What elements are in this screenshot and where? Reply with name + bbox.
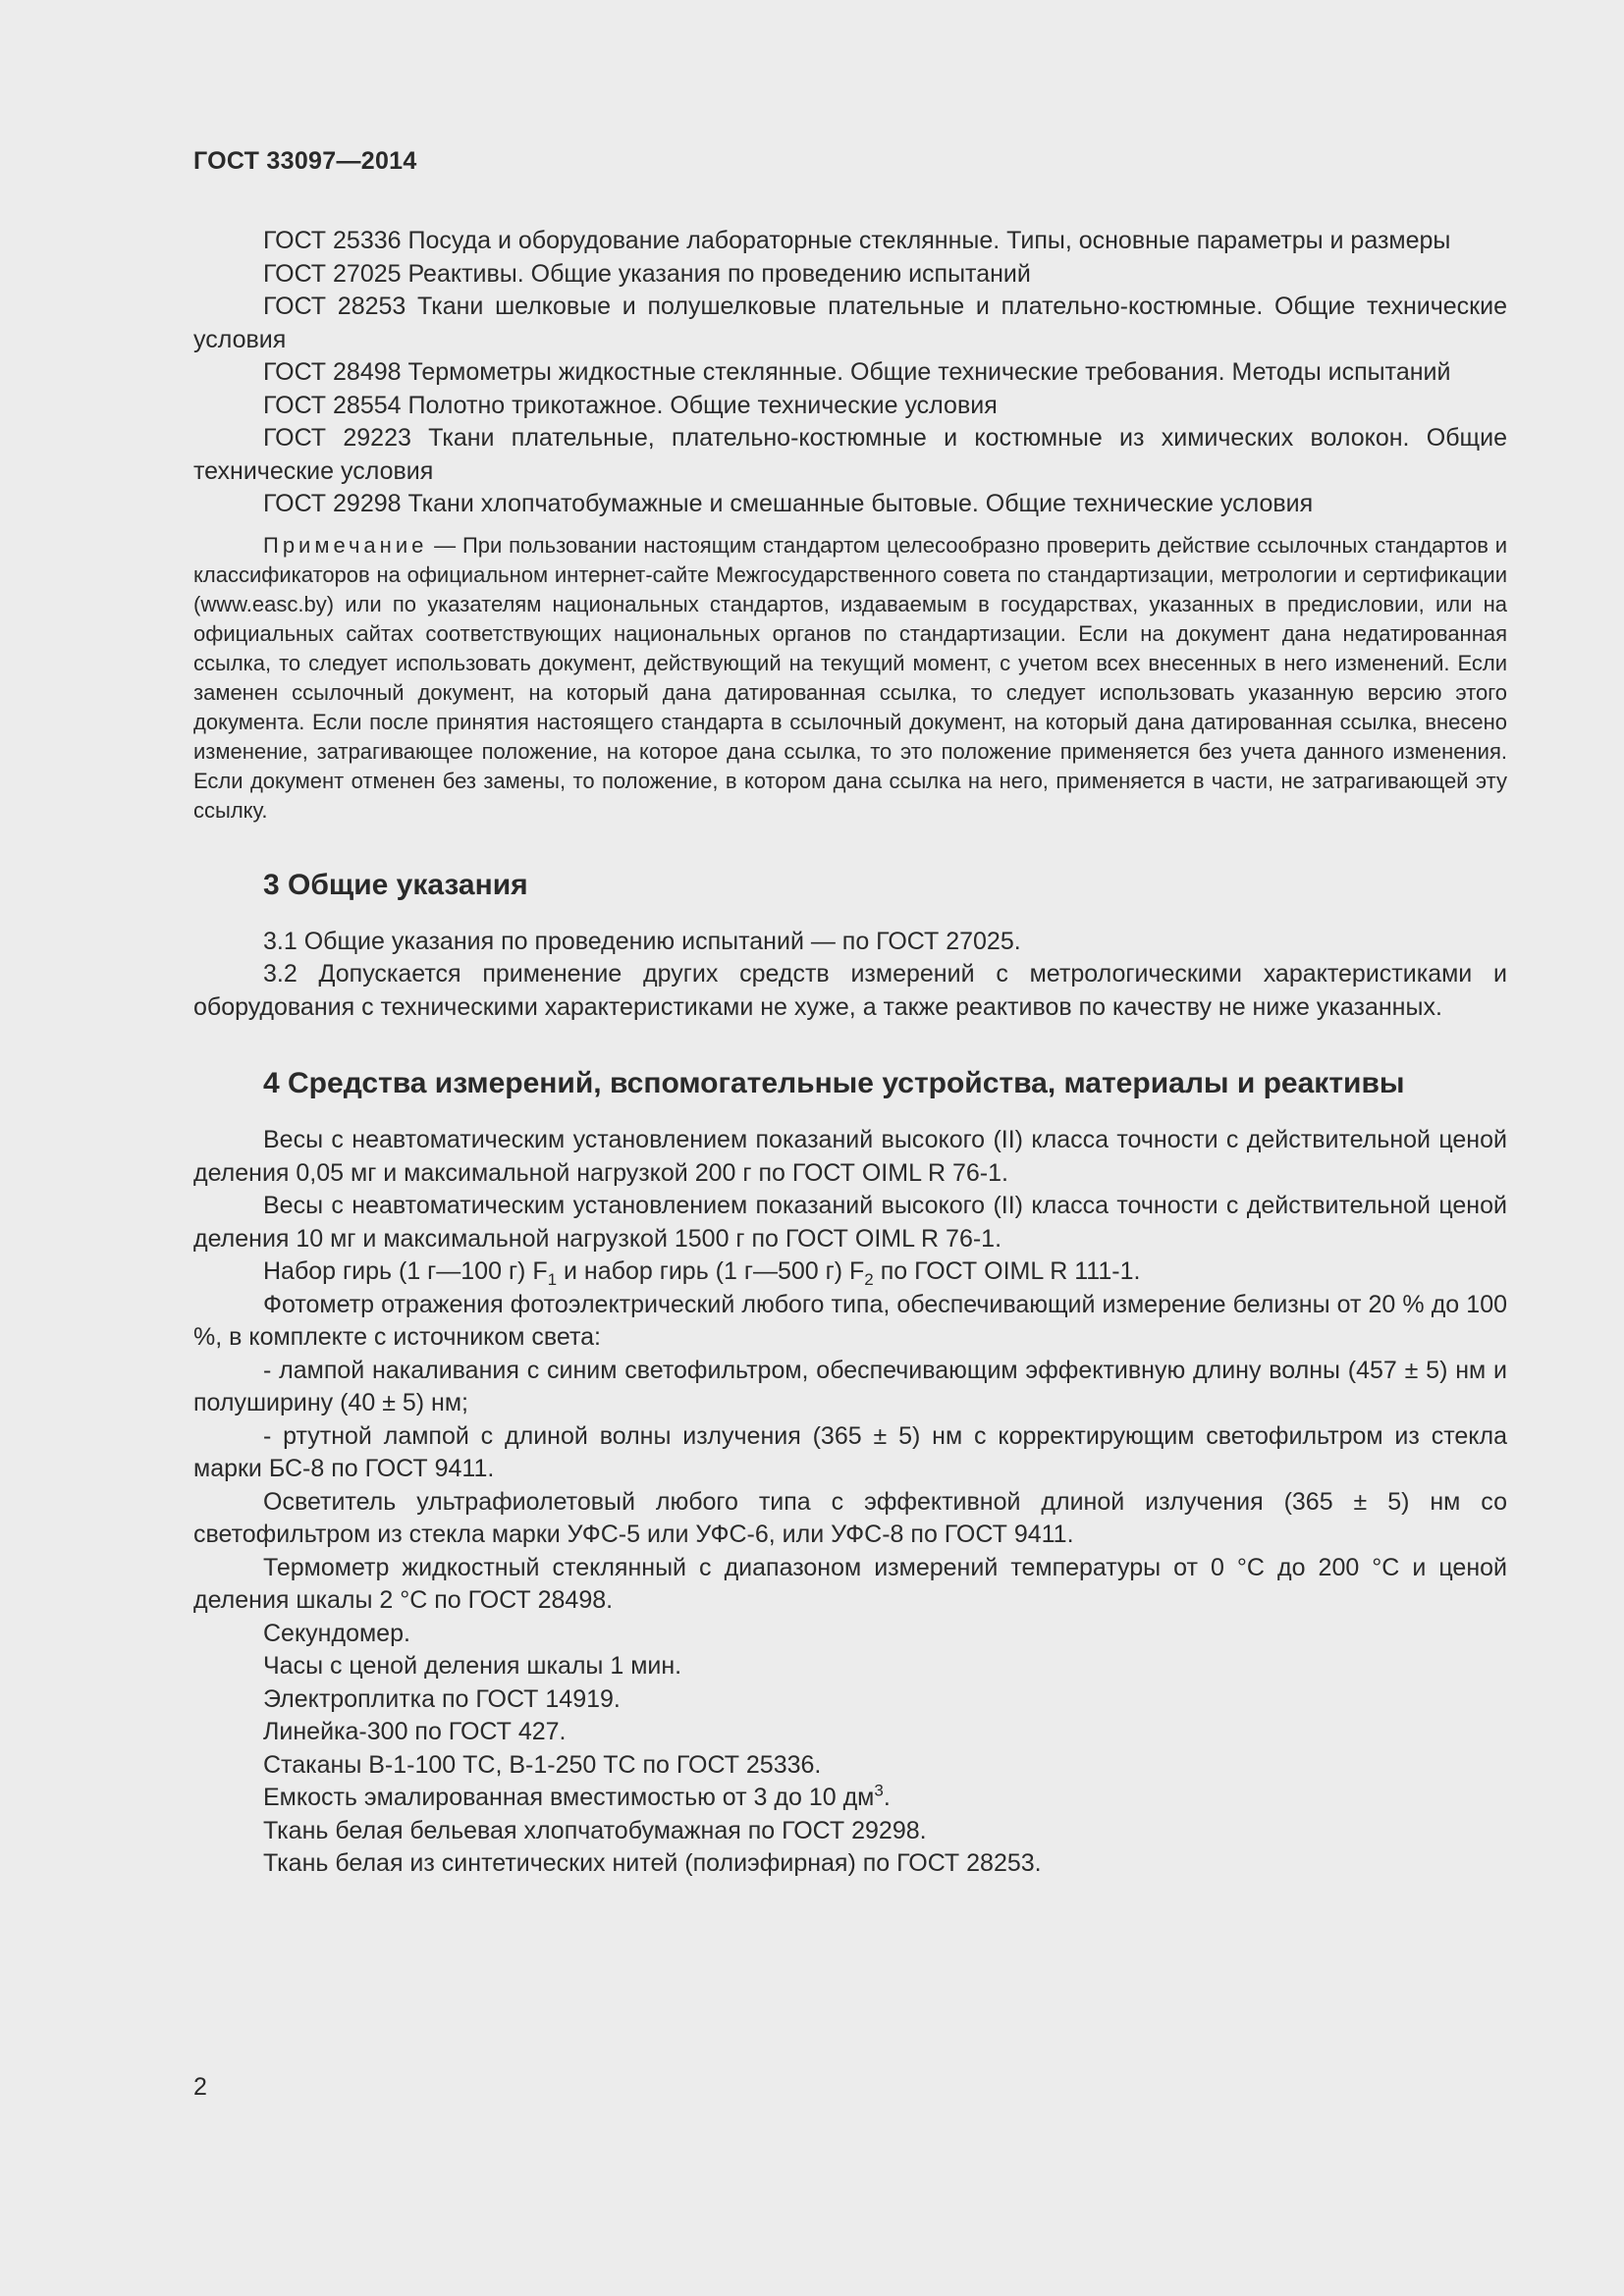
section-3-clause-2: 3.2 Допускается применение других средств измерений с метрологическими характеристиками и оборудования с техническими характеристиками не хуже, а также реактивов по качеству не ниже указанных. — [193, 960, 1507, 1021]
reference-item: ГОСТ 28498 Термометры жидкостные стеклянные. Общие технические требования. Методы испытаний — [263, 358, 1451, 386]
section-3-title: 3 Общие указания — [263, 868, 528, 901]
vessel-text: Емкость эмалированная вместимостью от 3 до 10 дм — [263, 1784, 875, 1811]
material-item-cotton: Ткань белая бельевая хлопчатобумажная по ГОСТ 29298. — [263, 1816, 927, 1844]
equipment-item-weights — [193, 1255, 1507, 1289]
weights-class-1: 1 — [547, 1270, 558, 1289]
equipment-item-thermometer: Термометр жидкостный стеклянный с диапазоном измерений температуры от 0 °С до 200 °С и ценой деления шкалы 2 °С по ГОСТ 28498. — [193, 1553, 1507, 1614]
vessel-text: . — [883, 1784, 891, 1811]
equipment-item-stopwatch: Секундомер. — [263, 1619, 410, 1647]
material-item-synthetic: Ткань белая из синтетических нитей (полиэфирная) по ГОСТ 28253. — [263, 1849, 1042, 1877]
equipment-item-clock: Часы с ценой деления шкалы 1 мин. — [263, 1652, 682, 1680]
equipment-item-scales-2: Весы с неавтоматическим установлением показаний высокого (II) класса точности с действительной ценой деления 10 мг и максимальной нагрузкой 1500 г по ГОСТ OIML R 76-1. — [193, 1192, 1507, 1253]
equipment-item-lamp-2: - ртутной лампой с длиной волны излучения (365 ± 5) нм с корректирующим светофильтром из стекла марки БС-8 по ГОСТ 9411. — [193, 1421, 1507, 1482]
note — [193, 531, 1507, 826]
equipment-item-ruler: Линейка-300 по ГОСТ 427. — [263, 1718, 567, 1745]
note-text: — При пользовании настоящим стандартом целесообразно проверить действие ссылочных стандартов и классификаторов на официальном интернет-сайте Межгосударственного совета по стандартизации, метрологии и сертификации (www.easc.by) или по указателям национальных стандартов, издаваемым в государствах, указанных в предисловии, или на официальных сайтах соответствующих национальных органов по стандартизации. Если на документ дана недатированная ссылка, то следует использовать документ, действующий на текущий момент, с учетом всех внесенных в него изменений. Если заменен ссылочный документ, на который дана датированная ссылка, то следует использовать указанную версию этого документа. Если после принятия настоящего стандарта в ссылочный документ, на который дана датированная ссылка, внесено изменение, затрагивающее положение, на которое дана ссылка, то это положение применяется без учета данного изменения. Если документ отменен без замены, то положение, в котором дана ссылка на него, применяется в части, не затрагивающей эту ссылку. — [193, 532, 1507, 823]
reference-item: ГОСТ 28253 Ткани шелковые и полушелковые плательные и плательно-костюмные. Общие технические условия — [193, 293, 1507, 353]
equipment-item-beakers: Стаканы В-1-100 ТС, В-1-250 ТС по ГОСТ 25336. — [263, 1750, 822, 1779]
weights-text: и набор гирь (1 г—500 г) F — [557, 1257, 865, 1285]
document-body — [193, 225, 1507, 1881]
equipment-item-lamp-1: - лампой накаливания с синим светофильтром, обеспечивающим эффективную длину волны (457 ± 5) нм и полуширину (40 ± 5) нм; — [193, 1356, 1507, 1416]
vessel-unit-exponent: 3 — [874, 1781, 884, 1800]
document-header: ГОСТ 33097—2014 — [193, 147, 417, 175]
weights-text: по ГОСТ OIML R 111-1. — [873, 1257, 1141, 1285]
weights-class-2: 2 — [864, 1270, 874, 1289]
reference-item: ГОСТ 27025 Реактивы. Общие указания по проведению испытаний — [263, 259, 1031, 288]
equipment-item-uv-illuminator: Осветитель ультрафиолетовый любого типа с эффективной длиной излучения (365 ± 5) нм со светофильтром из стекла марки УФС-5 или УФС-6, или УФС-8 по ГОСТ 9411. — [193, 1487, 1507, 1548]
reference-item: ГОСТ 29223 Ткани плательные, плательно-костюмные и костюмные из химических волокон. Общие технические условия — [193, 424, 1507, 485]
page-number: 2 — [193, 2073, 207, 2101]
reference-item: ГОСТ 25336 Посуда и оборудование лабораторные стеклянные. Типы, основные параметры и размеры — [263, 227, 1451, 254]
equipment-item-stove: Электроплитка по ГОСТ 14919. — [263, 1684, 621, 1713]
equipment-item-photometer: Фотометр отражения фотоэлектрический любого типа, обеспечивающий измерение белизны от 20 % до 100 %, в комплекте с источником света: — [193, 1290, 1507, 1351]
normative-references-list — [193, 225, 1507, 521]
reference-item: ГОСТ 29298 Ткани хлопчатобумажные и смешанные бытовые. Общие технические условия — [263, 490, 1314, 517]
weights-text: Набор гирь (1 г—100 г) F — [263, 1257, 548, 1285]
section-3-clause-1: 3.1 Общие указания по проведению испытаний — по ГОСТ 27025. — [263, 927, 1021, 955]
section-4-title: 4 Средства измерений, вспомогательные устройства, материалы и реактивы — [263, 1067, 1405, 1099]
equipment-item-scales-1: Весы с неавтоматическим установлением показаний высокого (II) класса точности с действительной ценой деления 0,05 мг и максимальной нагрузкой 200 г по ГОСТ OIML R 76-1. — [193, 1126, 1507, 1187]
note-label: Примечание — [263, 532, 428, 558]
equipment-item-vessel — [193, 1782, 1507, 1815]
reference-item: ГОСТ 28554 Полотно трикотажное. Общие технические условия — [263, 391, 998, 419]
